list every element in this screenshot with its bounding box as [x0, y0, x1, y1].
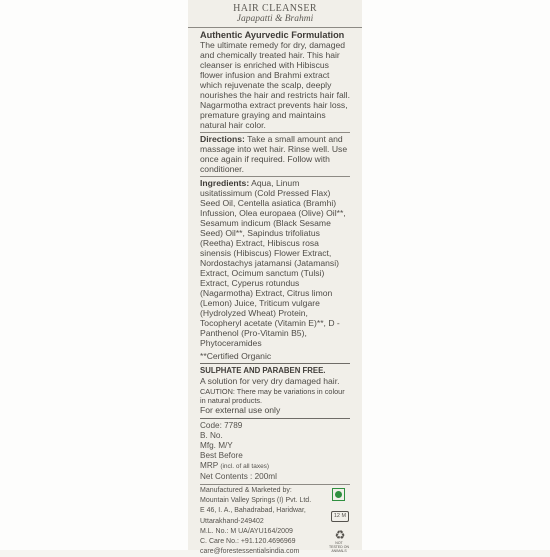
divider — [200, 363, 350, 364]
product-subtitle: Japapatti & Brahmi — [236, 14, 314, 24]
manufacturer-line: Mountain Valley Springs (I) Pvt. Ltd. — [200, 497, 312, 505]
manufacturer-line: care@forestessentialsindia.com — [200, 548, 300, 556]
page-margin-left — [0, 0, 188, 550]
recycle-icon: ♻ — [334, 528, 346, 542]
recycle-label: NOT TESTED ON ANIMALS — [328, 541, 350, 553]
formulation-body: The ultimate remedy for dry, damaged and chemically treated hair. This hair cleanser is enriched with Hibiscus flower infusion and Brahmi extract which rejuvenate the scalp, deeply nourishes the hair and restricts hair fall. Nagarmotha extract prevents hair loss, premature graying and maintains natural hair color. — [200, 40, 350, 130]
page-margin-right — [362, 0, 550, 550]
product-info — [200, 421, 350, 482]
manufacturer-line: E 46, I. A., Bahadrabad, Haridwar, — [200, 507, 306, 515]
label-header — [188, 0, 362, 28]
label-icons — [328, 488, 350, 553]
label-content — [188, 28, 362, 557]
best-before: Best Before — [200, 451, 243, 460]
divider — [200, 176, 350, 177]
manufacturer-line: Manufactured & Marketed by: — [200, 487, 292, 494]
product-label-panel — [188, 0, 362, 556]
pao-jar-icon: 12 M — [331, 511, 349, 522]
ingredients-section — [200, 178, 350, 361]
formulation-section — [200, 28, 350, 130]
directions-heading: Directions: — [200, 134, 245, 144]
mrp-row — [200, 461, 350, 472]
product-code: Code: 7789 — [200, 421, 243, 430]
certified-organic-note: **Certified Organic — [200, 351, 272, 361]
net-contents: Net Contents : 200ml — [200, 472, 277, 481]
manufacturer-line: Uttarakhand-249402 — [200, 517, 264, 525]
mrp-note: (incl. of all taxes) — [220, 463, 270, 470]
solution-claim: A solution for very dry damaged hair. — [200, 376, 340, 386]
divider — [200, 418, 350, 419]
formulation-heading: Authentic Ayurvedic Formulation — [200, 30, 345, 40]
sulphate-free-claim: SULPHATE AND PARABEN FREE. — [200, 366, 326, 375]
batch-number: B. No. — [200, 431, 223, 440]
manufacturer-info — [200, 486, 350, 557]
ingredients-heading: Ingredients: — [200, 178, 250, 188]
caution-note: CAUTION: There may be variations in colour in natural products. — [200, 387, 345, 405]
directions-body: Take a small amount and massage into wet hair. Rinse well. Use once again if required. Follow with conditioner. — [200, 134, 348, 174]
external-use-note: For external use only — [200, 405, 281, 415]
directions-section — [200, 134, 350, 174]
manufacturer-line: M.L. No.: M UA/AYU164/2009 — [200, 527, 293, 535]
ingredients-body: Aqua, Linum usitatissimum (Cold Pressed Flax) Seed Oil, Centella asiatica (Bramhi) Infussion, Olea europaea (Olive) Oil**, Sesamum indicum (Black Sesame Seed) Oil**, Sapindus trifoliatus (Reetha) Extract, Hibiscus rosa sinensis (Hibiscus) Flower Extract, Nordostachys jatamansi (Jatamansi) Extract, Ocimum sanctum (Tulsi) Extract, Cyperus rotundus (Nagarmotha) Extract, Citrus limon (Lemon) Juice, Triticum vulgare (Hydrolyzed Wheat) Protein, Tocopheryl acetate (Vitamin E)**, D - Panthenol (Pro-Vitamin B5), Phytoceramides — [200, 178, 346, 348]
claims-section — [200, 366, 350, 416]
manufacture-date: Mfg. M/Y — [200, 441, 233, 450]
veg-mark-icon — [332, 488, 345, 501]
manufacturer-line: C. Care No.: +91.120.4696969 — [200, 538, 296, 546]
mrp-label: MRP — [200, 461, 219, 470]
divider — [200, 132, 350, 133]
product-title: HAIR CLEANSER — [233, 3, 317, 14]
divider — [200, 484, 350, 485]
